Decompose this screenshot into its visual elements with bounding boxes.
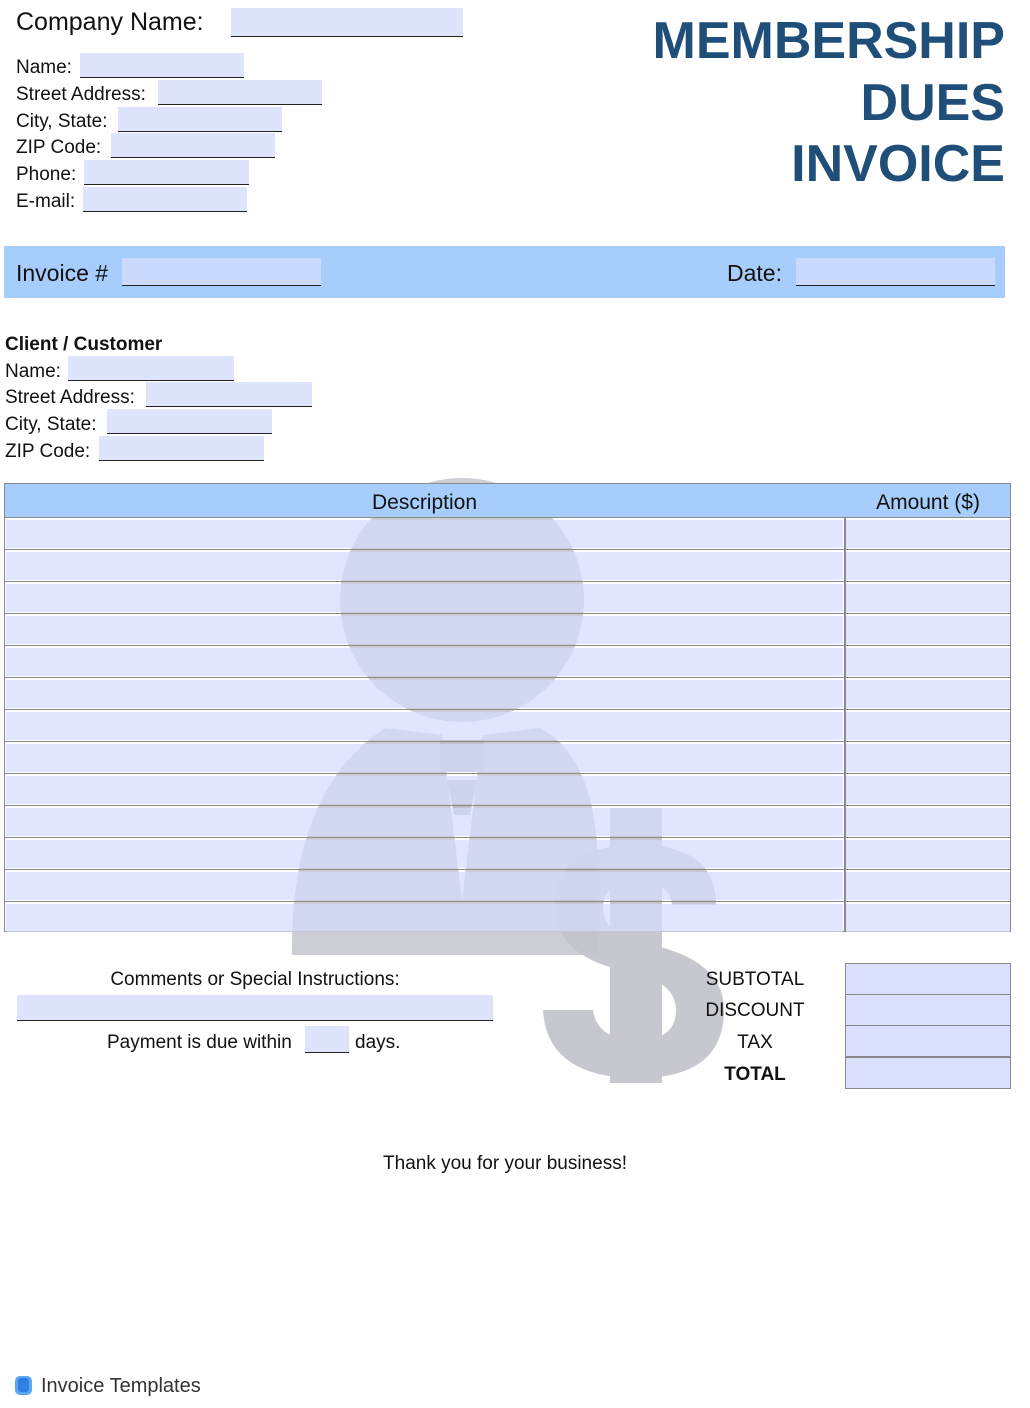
table-row — [5, 614, 1010, 646]
discount-field[interactable] — [845, 994, 1011, 1026]
client-zip-field[interactable] — [99, 436, 264, 461]
invoice-templates-logo-icon — [14, 1374, 34, 1396]
table-row — [5, 710, 1010, 742]
description-cell[interactable] — [6, 904, 843, 932]
company-name-label: Company Name: — [16, 8, 204, 36]
payment-suffix-text: days. — [355, 1032, 401, 1053]
description-cell[interactable] — [6, 776, 843, 804]
company-city-label: City, State: — [16, 111, 108, 132]
discount-label: DISCOUNT — [705, 1000, 805, 1021]
description-cell[interactable] — [6, 648, 843, 676]
amount-cell[interactable] — [846, 840, 1010, 868]
description-cell[interactable] — [6, 744, 843, 772]
invoice-number-label: Invoice # — [16, 260, 109, 286]
company-street-label: Street Address: — [16, 84, 146, 105]
table-row — [5, 678, 1010, 710]
company-city-field[interactable] — [118, 107, 282, 132]
company-phone-field[interactable] — [84, 160, 249, 185]
table-row — [5, 550, 1010, 582]
comments-label: Comments or Special Instructions: — [110, 969, 400, 990]
description-cell[interactable] — [6, 680, 843, 708]
amount-cell[interactable] — [846, 616, 1010, 644]
amount-cell[interactable] — [846, 584, 1010, 612]
items-table-header — [5, 484, 1010, 518]
amount-cell[interactable] — [846, 712, 1010, 740]
subtotal-field[interactable] — [845, 963, 1011, 995]
amount-cell[interactable] — [846, 552, 1010, 580]
table-row — [5, 582, 1010, 614]
client-heading: Client / Customer — [5, 334, 163, 355]
thank-you-message: Thank you for your business! — [383, 1153, 627, 1174]
table-row — [5, 774, 1010, 806]
table-row — [5, 518, 1010, 550]
client-city-label: City, State: — [5, 414, 97, 435]
description-cell[interactable] — [6, 552, 843, 580]
company-name-field[interactable] — [231, 8, 463, 37]
date-label: Date: — [727, 260, 782, 286]
amount-cell[interactable] — [846, 520, 1010, 548]
description-cell[interactable] — [6, 616, 843, 644]
table-row — [5, 646, 1010, 678]
amount-cell[interactable] — [846, 808, 1010, 836]
date-field[interactable] — [796, 258, 995, 286]
table-row — [5, 806, 1010, 838]
company-email-field[interactable] — [83, 187, 247, 212]
client-name-label: Name: — [5, 361, 61, 382]
payment-prefix-text: Payment is due within — [107, 1032, 292, 1053]
description-cell[interactable] — [6, 808, 843, 836]
company-street-field[interactable] — [158, 80, 322, 105]
table-row — [5, 742, 1010, 774]
amount-cell[interactable] — [846, 680, 1010, 708]
title-line-invoice: INVOICE — [791, 135, 1005, 193]
description-header: Description — [371, 491, 478, 514]
table-row — [5, 838, 1010, 870]
column-divider — [844, 518, 846, 931]
items-table — [4, 483, 1011, 932]
amount-header: Amount ($) — [876, 491, 980, 514]
table-row — [5, 902, 1010, 934]
description-cell[interactable] — [6, 712, 843, 740]
description-cell[interactable] — [6, 584, 843, 612]
company-contact-name-field[interactable] — [80, 53, 244, 78]
description-cell[interactable] — [6, 840, 843, 868]
comments-field[interactable] — [17, 995, 493, 1021]
company-email-label: E-mail: — [16, 191, 76, 212]
client-zip-label: ZIP Code: — [5, 441, 91, 462]
amount-cell[interactable] — [846, 872, 1010, 900]
company-zip-field[interactable] — [111, 133, 275, 158]
tax-label: TAX — [737, 1032, 773, 1053]
amount-cell[interactable] — [846, 904, 1010, 932]
company-contact-name-label: Name: — [16, 57, 72, 78]
title-line-membership: MEMBERSHIP — [652, 12, 1005, 70]
company-zip-label: ZIP Code: — [16, 137, 102, 158]
description-cell[interactable] — [6, 872, 843, 900]
description-cell[interactable] — [6, 520, 843, 548]
subtotal-label: SUBTOTAL — [705, 969, 805, 990]
tax-field[interactable] — [845, 1025, 1011, 1057]
amount-cell[interactable] — [846, 648, 1010, 676]
total-field[interactable] — [845, 1057, 1011, 1089]
invoice-templates-logo-text: Invoice Templates — [41, 1375, 201, 1397]
company-phone-label: Phone: — [16, 164, 77, 185]
amount-cell[interactable] — [846, 776, 1010, 804]
table-row — [5, 870, 1010, 902]
payment-days-field[interactable] — [305, 1026, 349, 1053]
client-name-field[interactable] — [68, 356, 234, 381]
total-label: TOTAL — [724, 1064, 786, 1085]
invoice-number-field[interactable] — [122, 258, 321, 286]
amount-cell[interactable] — [846, 744, 1010, 772]
client-street-field[interactable] — [146, 382, 312, 407]
title-line-dues: DUES — [860, 74, 1005, 132]
client-street-label: Street Address: — [5, 387, 135, 408]
client-city-field[interactable] — [107, 409, 272, 434]
